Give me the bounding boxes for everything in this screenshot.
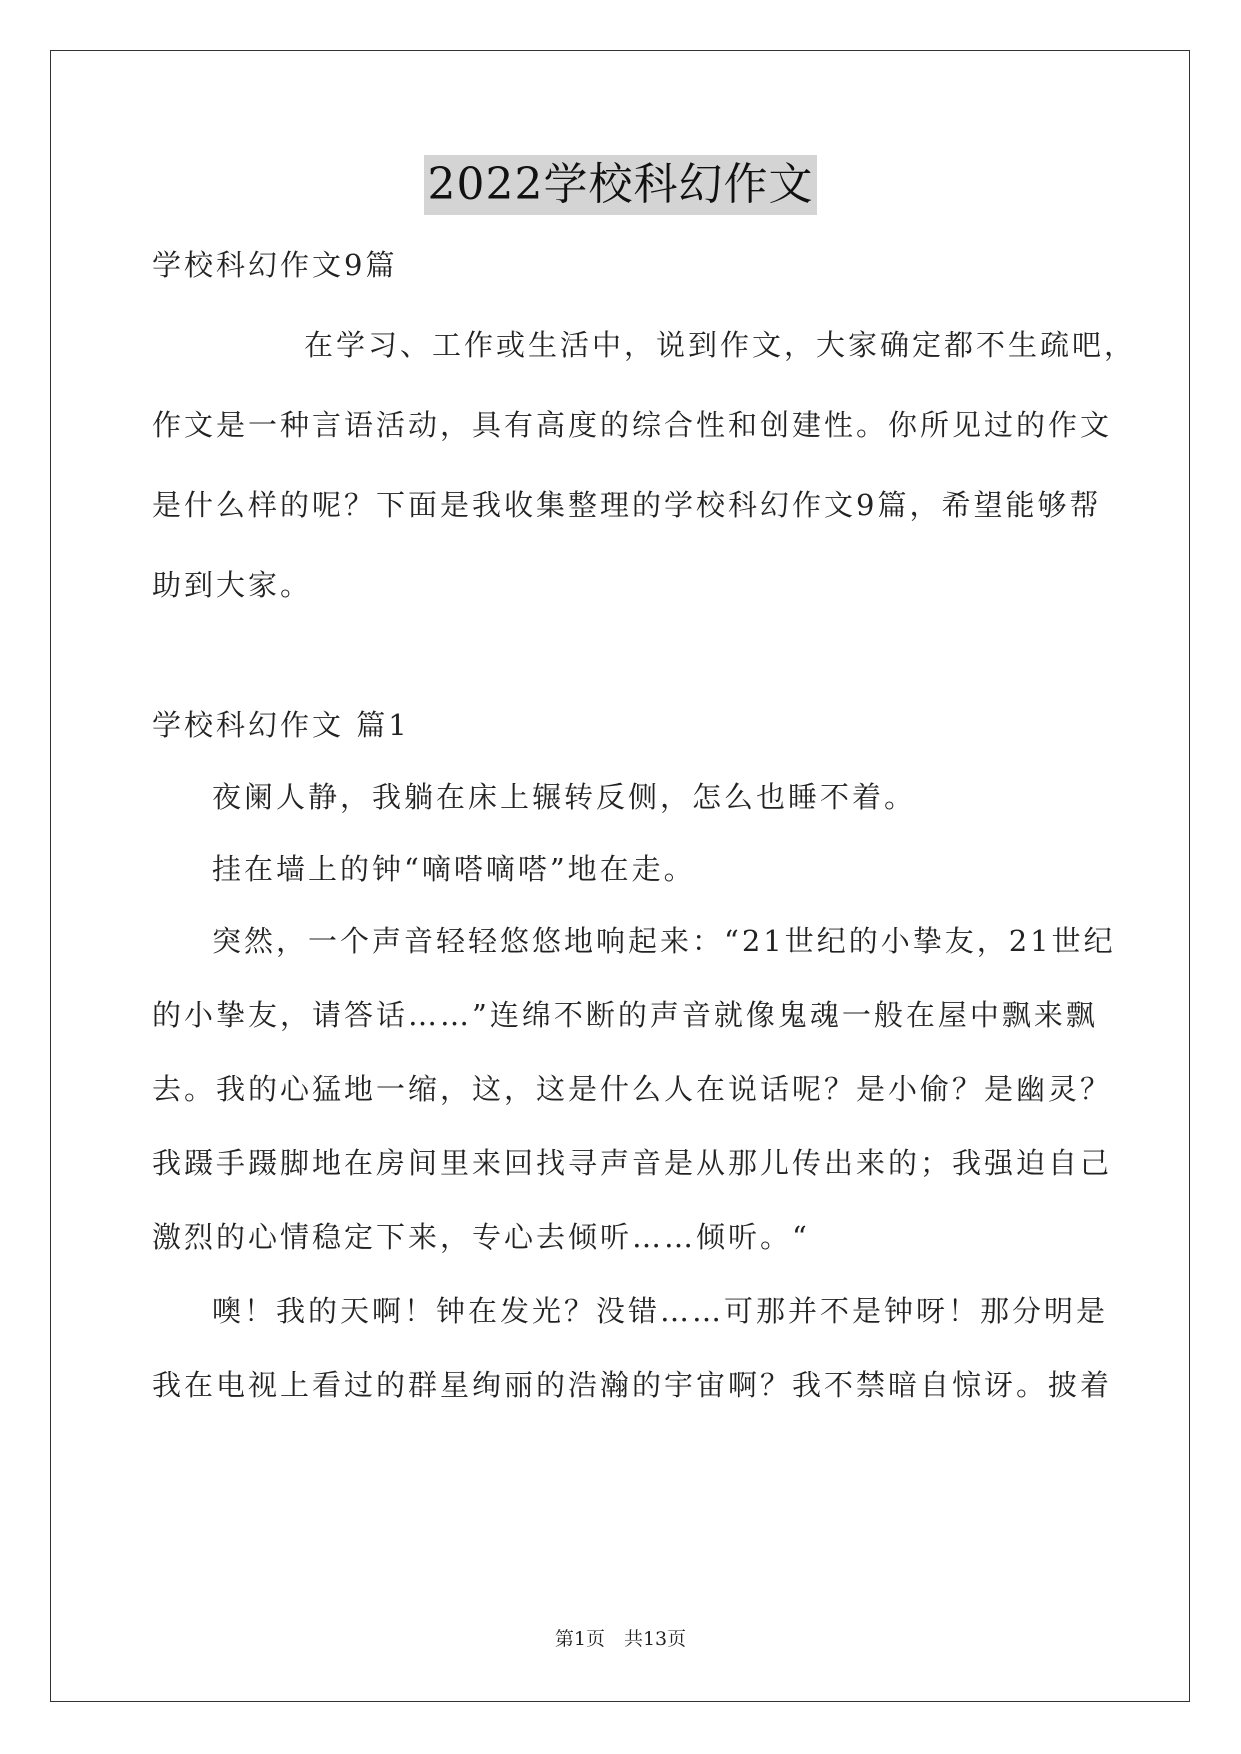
document-body — [152, 232, 1137, 1418]
body-line: 我在电视上看过的群星绚丽的浩瀚的宇宙啊？我不禁暗自惊讶。披着 — [152, 1368, 1113, 1402]
intro-line: 是什么样的呢？下面是我收集整理的学校科幻作文9篇，希望能够帮 — [152, 488, 1102, 522]
page-footer: 第1页 共13页 — [554, 1628, 687, 1650]
section-heading: 学校科幻作文 篇1 — [152, 708, 410, 742]
intro-line: 在学习、工作或生活中，说到作文，大家确定都不生疏吧， — [240, 328, 1137, 362]
document-title: 2022学校科幻作文 — [424, 155, 818, 215]
body-line: 噢！我的天啊！钟在发光？没错……可那并不是钟呀！那分明是 — [212, 1294, 1109, 1328]
body-line: 夜阑人静，我躺在床上辗转反侧，怎么也睡不着。 — [212, 780, 917, 814]
body-line: 挂在墙上的钟“嘀嗒嘀嗒”地在走。 — [212, 852, 696, 886]
body-line: 的小挚友，请答话……”连绵不断的声音就像鬼魂一般在屋中飘来飘 — [152, 998, 1098, 1032]
body-line: 去。我的心猛地一缩，这，这是什么人在说话呢？是小偷？是幽灵？ — [152, 1072, 1113, 1106]
body-line: 我蹑手蹑脚地在房间里来回找寻声音是从那儿传出来的；我强迫自己 — [152, 1146, 1113, 1180]
title-block — [0, 155, 1241, 215]
subtitle: 学校科幻作文9篇 — [152, 248, 398, 282]
body-line: 突然，一个声音轻轻悠悠地响起来：“21世纪的小挚友，21世纪 — [212, 924, 1116, 958]
intro-line: 作文是一种言语活动，具有高度的综合性和创建性。你所见过的作文 — [152, 408, 1113, 442]
intro-line: 助到大家。 — [152, 568, 313, 602]
body-line: 激烈的心情稳定下来，专心去倾听……倾听。“ — [152, 1220, 810, 1254]
